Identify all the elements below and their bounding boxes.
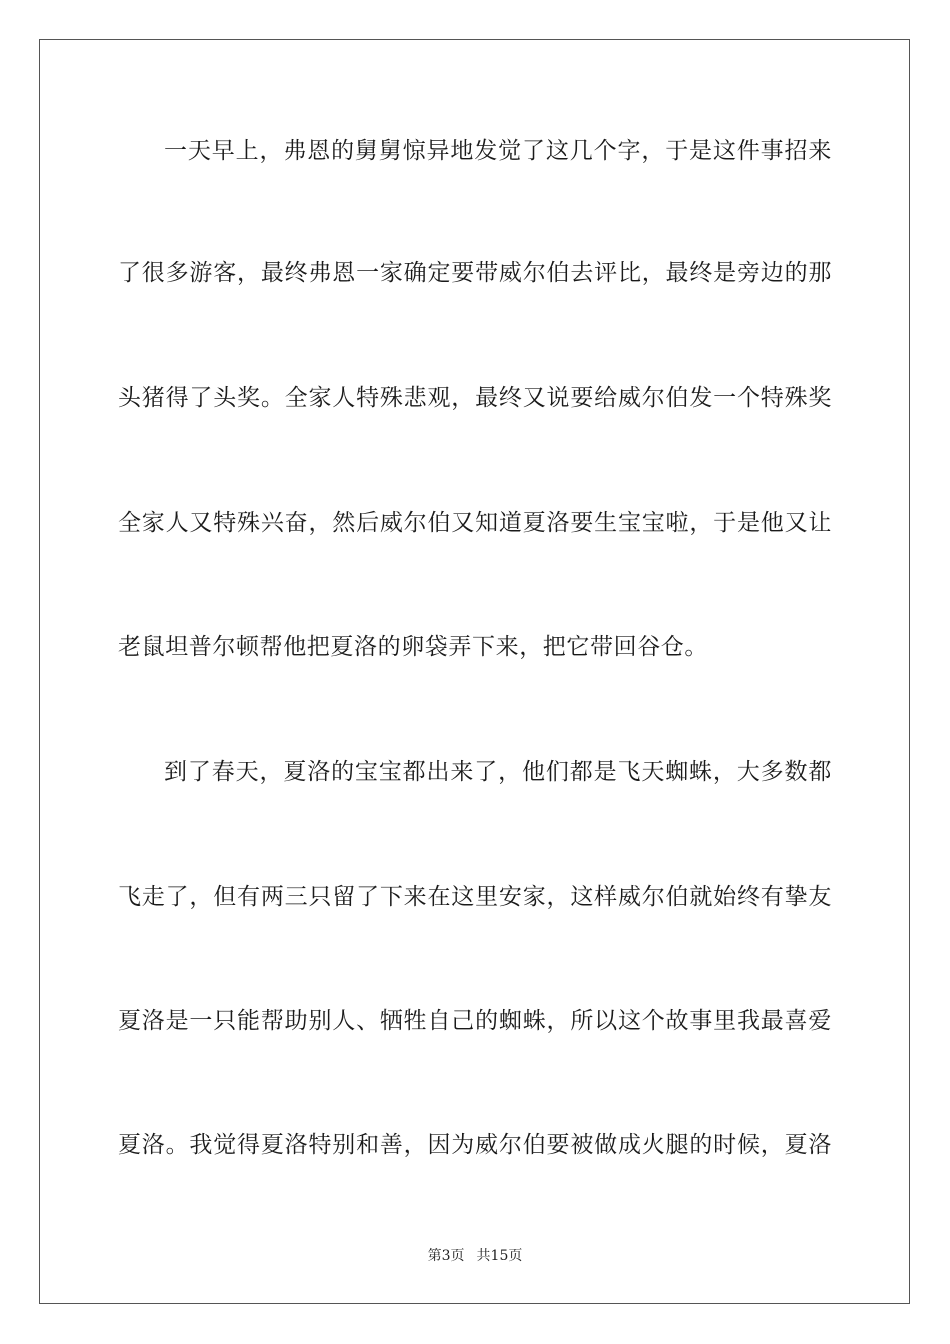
text-line: 夏洛。我觉得夏洛特别和善，因为威尔伯要被做成火腿的时候，夏洛 bbox=[118, 1132, 832, 1158]
text-line: 一天早上，弗恩的舅舅惊异地发觉了这几个字，于是这件事招来 bbox=[164, 138, 832, 164]
page-number: 第3页 bbox=[427, 1248, 465, 1264]
text-line: 飞走了，但有两三只留了下来在这里安家，这样威尔伯就始终有挚友 bbox=[118, 884, 832, 910]
text-line: 头猪得了头奖。全家人特殊悲观，最终又说要给威尔伯发一个特殊奖 bbox=[118, 385, 832, 411]
text-line: 了很多游客，最终弗恩一家确定要带威尔伯去评比，最终是旁边的那 bbox=[118, 260, 832, 286]
page-footer bbox=[0, 1246, 950, 1266]
page-total: 共15页 bbox=[476, 1248, 523, 1264]
text-line: 夏洛是一只能帮助别人、牺牲自己的蜘蛛，所以这个故事里我最喜爱 bbox=[118, 1008, 832, 1034]
text-line: 老鼠坦普尔顿帮他把夏洛的卵袋弄下来，把它带回谷仓。 bbox=[118, 634, 708, 660]
text-line: 到了春天，夏洛的宝宝都出来了，他们都是飞天蜘蛛，大多数都 bbox=[164, 759, 832, 785]
text-line: 全家人又特殊兴奋，然后威尔伯又知道夏洛要生宝宝啦，于是他又让 bbox=[118, 510, 832, 536]
page-border bbox=[39, 39, 910, 1304]
